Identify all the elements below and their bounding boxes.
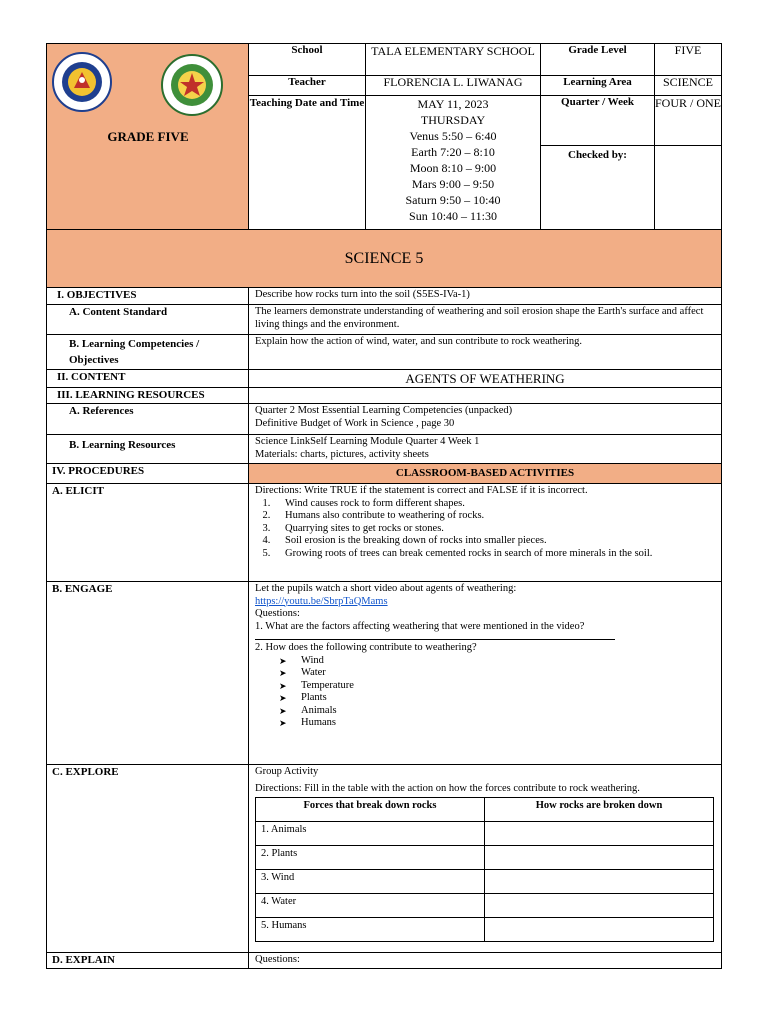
learning-resources-header: III. LEARNING RESOURCES [47, 388, 249, 404]
elicit-item: 1. Wind causes rock to form different shapes. [273, 498, 715, 511]
competencies-value: Explain how the action of wind, water, and sun contribute to rock weathering. [249, 335, 722, 370]
grade-level-value: FIVE [655, 44, 722, 76]
engage-intro: Let the pupils watch a short video about agents of weathering: [255, 583, 517, 594]
grade-title: GRADE FIVE [107, 129, 189, 144]
quarter-label: Quarter / Week [541, 96, 655, 146]
arrow-bullet-icon: ➤ [279, 693, 287, 703]
teacher-value: FLORENCIA L. LIWANAG [366, 76, 541, 96]
forces-row-label: 5. Humans [256, 918, 485, 942]
learning-resources-empty [249, 388, 722, 404]
engage-cell [249, 582, 722, 765]
forces-row-label: 1. Animals [256, 822, 485, 846]
content-label: II. CONTENT [47, 370, 249, 388]
elicit-list [255, 498, 715, 561]
engage-question-1: 1. What are the factors affecting weathering that were mentioned in the video? [255, 620, 585, 632]
elicit-item: 4. Soil erosion is the breaking down of rocks into smaller pieces. [273, 535, 715, 548]
quarter-value: FOUR / ONE [655, 96, 722, 146]
forces-answer-cell[interactable] [485, 918, 714, 942]
answer-line [255, 633, 615, 640]
references-label: A. References [47, 404, 249, 435]
grade-level-label: Grade Level [541, 44, 655, 76]
explore-cell [249, 765, 722, 953]
learning-resources-line: Materials: charts, pictures, activity sheets [255, 448, 429, 460]
explore-directions: Directions: Fill in the table with the action on how the forces contribute to rock weathering. [255, 782, 640, 794]
engage-question-2: 2. How does the following contribute to weathering? [255, 642, 477, 653]
factor-item: ➤ Plants [279, 692, 327, 703]
date-value: MAY 11, 2023 [417, 97, 489, 111]
engage-questions-label: Questions: [255, 608, 300, 619]
school-seal-icon [161, 54, 223, 116]
video-link[interactable]: https://youtu.be/SbrpTaQMams [255, 595, 388, 607]
schedule-line: Venus 5:50 – 6:40 [409, 129, 497, 143]
procedures-value: CLASSROOM-BASED ACTIVITIES [249, 464, 722, 484]
schedule-line: Sun 10:40 – 11:30 [409, 209, 497, 223]
subject-title: SCIENCE 5 [47, 230, 722, 288]
competencies-label: B. Learning Competencies / Objectives [47, 335, 249, 370]
weathering-factors-list [255, 655, 715, 730]
elicit-item: 3. Quarrying sites to get rocks or stones. [273, 523, 715, 536]
broken-down-col-header: How rocks are broken down [485, 798, 714, 822]
arrow-bullet-icon: ➤ [279, 668, 287, 678]
learning-area-label: Learning Area [541, 76, 655, 96]
factor-item: ➤ Animals [279, 704, 337, 716]
content-value: AGENTS OF WEATHERING [249, 370, 722, 388]
explore-label: C. EXPLORE [47, 765, 249, 953]
forces-row-label: 2. Plants [256, 846, 485, 870]
forces-row-label: 3. Wind [256, 870, 485, 894]
content-standard-value: The learners demonstrate understanding of weathering and soil erosion shape the Earth's surface and affect living things and the environment. [249, 305, 722, 335]
forces-col-header: Forces that break down rocks [256, 798, 485, 822]
arrow-bullet-icon: ➤ [279, 718, 287, 728]
content-standard-label: A. Content Standard [47, 305, 249, 335]
factor-item: ➤ Wind [279, 654, 324, 666]
forces-answer-cell[interactable] [485, 822, 714, 846]
references-line: Definitive Budget of Work in Science , page 30 [255, 417, 455, 429]
forces-answer-cell[interactable] [485, 870, 714, 894]
lesson-plan-table [46, 43, 722, 969]
arrow-bullet-icon: ➤ [279, 705, 287, 716]
factor-item: ➤ Water [279, 667, 326, 678]
references-cell [249, 404, 722, 435]
school-value: TALA ELEMENTARY SCHOOL [366, 44, 541, 76]
teaching-date-label: Teaching Date and Time [249, 96, 366, 230]
elicit-item: 5. Growing roots of trees can break cemented rocks in search of more minerals in the soil. [273, 548, 715, 561]
header-logo-cell [47, 44, 249, 230]
day-value: THURSDAY [420, 113, 486, 127]
forces-table [255, 797, 714, 942]
forces-row-label: 4. Water [256, 894, 485, 918]
checked-by-label: Checked by: [541, 146, 655, 230]
elicit-label: A. ELICIT [47, 484, 249, 582]
elicit-cell [249, 484, 722, 582]
explore-activity: Group Activity [255, 766, 319, 777]
schedule-line: Saturn 9:50 – 10:40 [405, 193, 501, 207]
objectives-label: I. OBJECTIVES [47, 288, 249, 305]
forces-answer-cell[interactable] [485, 894, 714, 918]
learning-resources-line: Science LinkSelf Learning Module Quarter 4 Week 1 [255, 436, 480, 447]
deped-seal-icon [52, 52, 112, 112]
arrow-bullet-icon: ➤ [279, 655, 287, 666]
explain-label: D. EXPLAIN [47, 953, 249, 969]
arrow-bullet-icon: ➤ [279, 680, 287, 691]
factor-item: ➤ Temperature [279, 679, 354, 691]
elicit-directions: Directions: Write TRUE if the statement is correct and FALSE if it is incorrect. [255, 485, 588, 496]
factor-item: ➤ Humans [279, 717, 336, 728]
objectives-value: Describe how rocks turn into the soil (S5ES-IVa-1) [249, 288, 722, 305]
elicit-item: 2. Humans also contribute to weathering of rocks. [273, 510, 715, 523]
references-line: Quarter 2 Most Essential Learning Competencies (unpacked) [255, 405, 513, 416]
forces-answer-cell[interactable] [485, 846, 714, 870]
learning-resources-label: B. Learning Resources [47, 435, 249, 464]
learning-area-value: SCIENCE [655, 76, 722, 96]
teaching-date-cell [366, 96, 541, 230]
checked-by-value [655, 146, 722, 230]
schedule-line: Earth 7:20 – 8:10 [411, 145, 495, 159]
procedures-label: IV. PROCEDURES [47, 464, 249, 484]
learning-resources-cell [249, 435, 722, 464]
schedule-line: Moon 8:10 – 9:00 [409, 161, 497, 175]
explain-value: Questions: [249, 953, 722, 969]
engage-label: B. ENGAGE [47, 582, 249, 765]
schedule-line: Mars 9:00 – 9:50 [411, 177, 495, 191]
teacher-label: Teacher [249, 76, 366, 96]
school-label: School [249, 44, 366, 76]
